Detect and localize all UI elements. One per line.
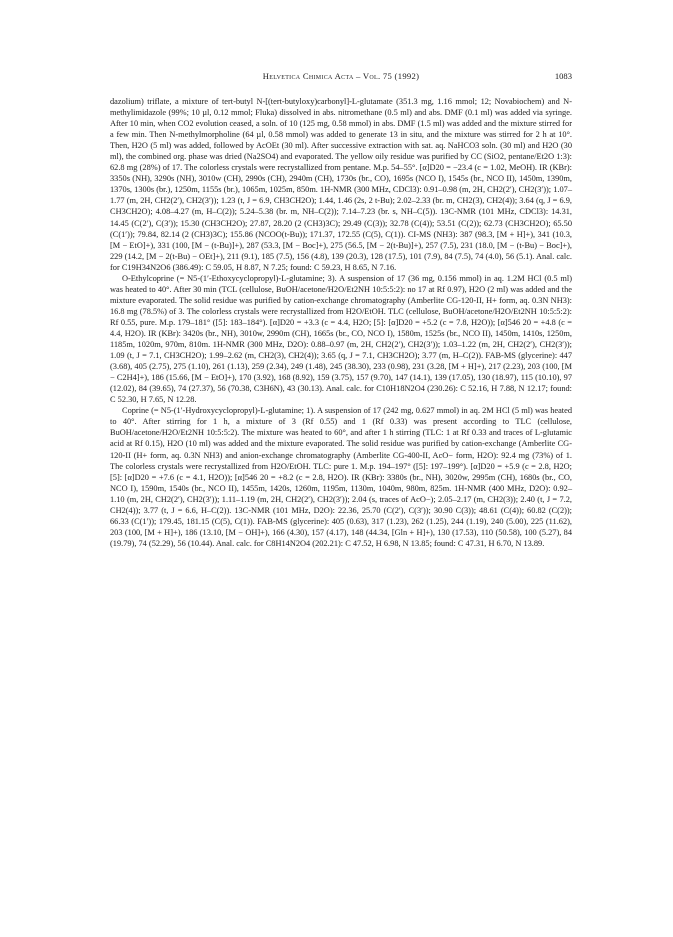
page-number: 1083 — [554, 71, 572, 81]
paragraph-ethylcoprine: O-Ethylcoprine (= N5-(1′-Ethoxycyclopropyl)-L-glutamine; 3). A suspension of 17 (36 mg, 0.156 mmol) in aq. 1.2M HCl (0.5 ml) was heated to 40°. After 30 min (TCL (cellulose, BuOH/acetone/H2O/Et2NH 10:5:5:2): no 17 at Rf 0.97), H2O (2 ml) was added and the mixture evaporated. The solid residue was purified by cation-exchange chromatography (Amberlite CG-120-II, H+ form, aq. 0.3N NH3): 16.8 mg (78.5%) of 3. The colorless crystals were recrystallized from H2O/EtOH. TLC (cellulose, BuOH/acetone/H2O/Et2NH 10:5:5:2): Rf 0.55, pure. M.p. 179–181° ([5]: 183–184°). [α]D20 = +3.3 (c = 4.4, H2O; [5]: [α]D20 = +5.2 (c = 7.8, H2O)); [α]546 20 = +4.8 (c = 4.4, H2O). IR (KBr): 3420s (br., NH), 3010w, 2990m (CH), 1665s (br., CO, NCO I), 1580m, 1525s (br., NCO II), 1450m, 1410s, 1250m, 1185m, 1020m, 970m, 810m. 1H-NMR (300 MHz, D2O): 0.88–0.97 (m, 2H, CH2(2′), CH2(3′)); 1.03–1.22 (m, 2H, CH2(2′), CH2(3′)); 1.09 (t, J = 7.1, CH3CH2O); 1.99–2.62 (m, CH2(3), CH2(4)); 3.65 (q, J = 7.1, CH3CH2O); 3.77 (m, H–C(2)). FAB-MS (glycerine): 447 (3.68), 405 (2.75), 275 (1.10), 261 (1.13), 259 (2.34), 249 (1.48), 245 (38.30), 233 (0.98), 231 (3.28, [M + H]+), 217 (2.23), 203 (100, [M − C2H4]+), 186 (15.66, [M − EtO]+), 170 (3.92), 168 (8.92), 159 (3.75), 157 (9.70), 147 (14.1), 139 (17.05), 130 (18.97), 115 (10.10), 97 (12.02), 84 (39.65), 74 (27.37), 56 (70.38, C3H6N), 43 (30.13). Anal. calc. for C10H18N2O4 (230.26): C 52.16, H 7.88, N 12.17; found: C 52.30, H 7.65, N 12.28. — [110, 273, 572, 405]
running-header — [110, 70, 572, 82]
article-body — [110, 96, 572, 549]
paragraph-continued-experimental: dazolium) triflate, a mixture of tert-butyl N-[(tert-butyloxy)carbonyl]-L-glutamate (351.3 mg, 1.16 mmol; 12; Novabiochem) and N-methylimidazole (99%; 10 µl, 0.12 mmol; Fluka) dissolved in abs. nitromethane (0.5 ml) and abs. DMF (0.1 ml) was added via syringe. After 10 min, when CO2 evolution ceased, a soln. of 10 (125 mg, 0.58 mmol) in abs. DMF (1.5 ml) was added and the mixture stirred for a few min. Then N-methylmorpholine (64 µl, 0.58 mmol) was added to generate 13 in situ, and the mixture was stirred for 2 h at 10°. Then, H2O (5 ml) was added, followed by AcOEt (30 ml). After successive extraction with sat. aq. NaHCO3 soln. (30 ml) and H2O (30 ml), the combined org. phase was dried (Na2SO4) and evaporated. The yellow oily residue was purified by CC (SiO2, pentane/Et2O 1:3): 62.8 mg (28%) of 17. The colorless crystals were recrystallized from pentane. M.p. 54–55°. [α]D20 = −23.4 (c = 1.02, MeOH). IR (KBr): 3350s (NH), 3290s (NH), 3010w (CH), 2990s (CH), 2940m (CH), 1730s (br., CO), 1695s (NCO I), 1545s (br., NCO II), 1450m, 1390m, 1370s, 1300s (br.), 1250m, 1155s (br.), 1065m, 1025m, 850m. 1H-NMR (300 MHz, CDCl3): 0.91–0.98 (m, 2H, CH2(2′), CH2(3′)); 1.07–1.77 (m, 2H, CH2(2′), CH2(3′)); 1.23 (t, J = 6.9, CH3CH2O); 1.44, 1.46 (2s, 2 t-Bu); 2.02–2.33 (br. m, CH2(3), CH2(4)); 3.64 (q, J = 6.9, CH3CH2O); 4.08–4.27 (m, H–C(2)); 5.24–5.38 (br. m, NH–C(2)); 7.14–7.23 (br. s, NH–C(5)). 13C-NMR (101 MHz, CDCl3): 14.31, 14.45 (C(2′), C(3′)); 15.30 (CH3CH2O); 27.87, 28.20 (2 (CH3)3C); 29.49 (C(3)); 32.78 (C(4)); 53.51 (C(2)); 62.73 (CH3CH2O); 65.50 (C(1′)); 79.84, 82.14 (2 (CH3)3C); 155.86 (NCOO(t-Bu)); 171.37, 172.55 (C(5), C(1)). CI-MS (NH3): 387 (98.3, [M + H]+), 341 (10.3, [M − EtO]+), 331 (100, [M − (t-Bu)]+), 287 (53.3, [M − Boc]+), 275 (56.5, [M − 2(t-Bu)]+), 257 (7.5), 231 (18.0, [M − (t-Bu) − Boc]+), 229 (14.2, [M − 2(t-Bu) − OEt]+), 211 (9.1), 185 (7.5), 156 (4.8), 139 (20.3), 128 (17.5), 101 (7.9), 84 (7.5), 74 (4.0), 56 (5.1). Anal. calc. for C19H34N2O6 (386.49): C 59.05, H 8.87, N 7.25; found: C 59.23, H 8.65, N 7.16. — [110, 97, 572, 272]
journal-title: Helvetica Chimica Acta – Vol. 75 (1992) — [262, 71, 420, 81]
paragraph-coprine: Coprine (= N5-(1′-Hydroxycyclopropyl)-L-glutamine; 1). A suspension of 17 (242 mg, 0.627 mmol) in aq. 2M HCl (5 ml) was heated to 40°. After stirring for 1 h, a mixture of 3 (Rf 0.55) and 1 (Rf 0.33) was present according to TLC (cellulose, BuOH/acetone/H2O/Et2NH 10:5:5:2). The mixture was heated to 60°, and after 1 h stirring (TLC: 1 at Rf 0.33 and traces of L-glutamic acid at Rf 0.15), H2O (10 ml) was added and the mixture evaporated. The solid residue was purified by cation-exchange (Amberlite CG-120-II (H+ form, aq. 0.3N NH3) and anion-exchange chromatography (Amberlite CG-400-II, AcO− form, H2O): 92.4 mg (73%) of 1. The colorless crystals were recrystallized from H2O/EtOH. TLC: pure 1. M.p. 194–197° ([5]: 197–199°). [α]D20 = +5.9 (c = 2.8, H2O; [5]: [α]D20 = +7.6 (c = 4.1, H2O)); [α]546 20 = +8.2 (c = 2.8, H2O). IR (KBr): 3380s (br., NH), 3020w, 2995m (CH), 1680s (br., CO, NCO I), 1590m, 1540s (br., NCO II), 1455m, 1420s, 1260m, 1195m, 1130m, 1040m, 980m, 825m. 1H-NMR (400 MHz, D2O): 0.92–1.10 (m, 2H, CH2(2′), CH2(3′)); 1.11–1.19 (m, 2H, CH2(2′), CH2(3′)); 2.04 (s, traces of AcO−); 2.05–2.17 (m, CH2(3)); 2.40 (t, J = 7.2, CH2(4)); 3.77 (t, J = 6.6, H–C(2)). 13C-NMR (101 MHz, D2O): 22.36, 25.70 (C(2′), C(3′)); 30.90 C(3)); 48.61 (C(4)); 60.82 (C(2)); 66.33 (C(1′)); 179.45, 181.15 (C(5), C(1)). FAB-MS (glycerine): 405 (0.63), 317 (1.23), 262 (1.25), 244 (1.19), 240 (5.00), 225 (11.62), 203 (100, [M + H]+), 186 (13.10, [M − OH]+), 166 (4.30), 157 (4.17), 148 (44.34, [Gln + H]+), 130 (17.53), 110 (50.58), 100 (5.27), 84 (19.79), 74 (52.29), 56 (10.44). Anal. calc. for C8H14N2O4 (202.21): C 47.52, H 6.98, N 13.85; found: C 47.31, H 6.70, N 13.89. — [110, 406, 572, 548]
